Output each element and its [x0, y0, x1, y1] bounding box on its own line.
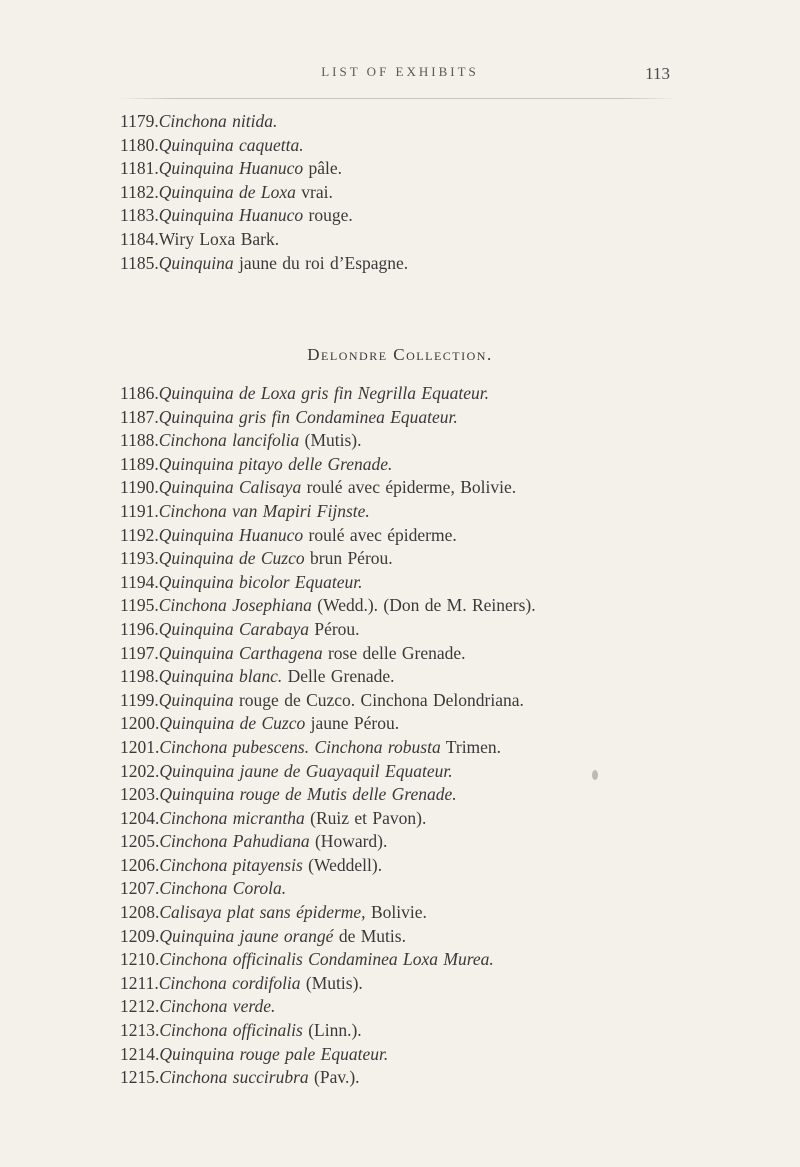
exhibit-entry: [120, 712, 720, 736]
specimen-name: Quinquina rouge de Mutis delle Grenade.: [159, 784, 457, 805]
exhibit-number: 1203.: [120, 784, 160, 805]
exhibit-entry: [120, 547, 720, 571]
specimen-name: Quinquina: [158, 252, 234, 273]
exhibit-entry: [120, 689, 720, 713]
specimen-name: Cinchona pitayensis: [159, 854, 303, 875]
specimen-name: Cinchona lancifolia: [158, 430, 300, 451]
exhibit-number: 1210.: [120, 949, 160, 970]
specimen-note: (Ruiz et Pavon).: [304, 807, 427, 828]
delondre-collection: [120, 332, 720, 1090]
specimen-name: Cinchona Corola.: [159, 878, 287, 899]
specimen-note: roulé avec épiderme.: [303, 524, 457, 545]
exhibit-entry: [120, 524, 720, 548]
exhibit-number: 1190.: [120, 477, 159, 498]
specimen-name: Cinchona succirubra: [159, 1067, 309, 1088]
exhibit-entry: [120, 110, 720, 134]
exhibit-entry: [120, 807, 720, 831]
specimen-name: Quinquina gris fin Condaminea Equateur.: [158, 406, 458, 427]
exhibit-number: 1197.: [120, 642, 159, 663]
exhibit-entry: [120, 181, 720, 205]
specimen-note: (Pav.).: [308, 1067, 360, 1088]
specimen-note: rose delle Grenade.: [322, 642, 466, 663]
specimen-name: Quinquina: [158, 689, 234, 710]
exhibit-number: 1191.: [120, 500, 159, 521]
specimen-name: Quinquina Huanuco: [158, 205, 304, 226]
exhibit-number: 1209.: [120, 925, 160, 946]
section-title: Delondre Collection.: [307, 345, 493, 364]
page-number: 113: [645, 64, 670, 83]
exhibit-number: 1212.: [120, 996, 160, 1017]
exhibit-number: 1193.: [120, 548, 159, 569]
exhibit-entry: [120, 228, 720, 252]
specimen-note: (Wedd.). (Don de M. Reiners).: [311, 595, 536, 616]
exhibit-entry: [120, 665, 720, 689]
specimen-name: Quinquina de Cuzco: [159, 713, 306, 734]
specimen-note: Delle Grenade.: [282, 666, 395, 687]
specimen-note: vrai.: [295, 181, 333, 202]
exhibit-entry: [120, 157, 720, 181]
specimen-note: rouge de Cuzco. Cinchona Delondriana.: [233, 689, 524, 710]
exhibit-entry: [120, 642, 720, 666]
specimen-name: Cinchona nitida.: [158, 111, 278, 131]
exhibit-number: 1185.: [120, 252, 159, 273]
exhibit-number: 1181.: [120, 158, 159, 179]
exhibit-list-delondre: [120, 382, 720, 1090]
exhibit-number: 1184.: [120, 228, 159, 249]
specimen-name: Quinquina Carabaya: [158, 618, 309, 639]
specimen-name: Cinchona officinalis Condaminea Loxa Murea.: [159, 949, 494, 970]
exhibit-entry: [120, 736, 720, 760]
exhibit-number: 1211.: [120, 972, 159, 993]
exhibit-number: 1196.: [120, 618, 159, 639]
specimen-name: Quinquina pitayo delle Grenade.: [158, 453, 393, 474]
exhibit-entry: [120, 972, 720, 996]
running-title: LIST OF EXHIBITS: [321, 64, 479, 79]
exhibit-number: 1195.: [120, 595, 159, 616]
specimen-name: Cinchona officinalis: [159, 1020, 303, 1041]
specimen-note: (Linn.).: [302, 1020, 362, 1041]
paper-blemish: [592, 770, 598, 780]
specimen-note: jaune Pérou.: [305, 713, 400, 734]
specimen-note: Trimen.: [440, 736, 502, 757]
exhibit-number: 1207.: [120, 878, 160, 899]
exhibit-number: 1194.: [120, 571, 159, 592]
exhibit-entry: [120, 1019, 720, 1043]
exhibit-number: 1179.: [120, 111, 159, 131]
exhibit-entry: [120, 760, 720, 784]
specimen-name: Quinquina caquetta.: [158, 134, 304, 155]
exhibit-entry: [120, 406, 720, 430]
exhibit-entry: [120, 783, 720, 807]
specimen-note: (Howard).: [309, 831, 388, 852]
exhibit-number: 1214.: [120, 1043, 160, 1064]
specimen-note: brun Pérou.: [304, 548, 393, 569]
exhibit-number: 1205.: [120, 831, 160, 852]
exhibit-number: 1186.: [120, 383, 159, 403]
specimen-name: Cinchona micrantha: [159, 807, 305, 828]
specimen-note: Wiry Loxa Bark.: [158, 228, 280, 249]
specimen-name: Cinchona van Mapiri Fijnste.: [158, 500, 370, 521]
exhibit-entry: [120, 204, 720, 228]
exhibit-number: 1180.: [120, 134, 159, 155]
specimen-name: Quinquina Huanuco: [158, 158, 304, 179]
specimen-note: de Mutis.: [333, 925, 406, 946]
specimen-name: Quinquina jaune de Guayaquil Equateur.: [159, 760, 453, 781]
specimen-name: Cinchona pubescens. Cinchona robusta: [159, 736, 441, 757]
specimen-name: Cinchona Josephiana: [158, 595, 312, 616]
exhibit-entry: [120, 134, 720, 158]
specimen-note: pâle.: [303, 158, 343, 179]
specimen-name: Quinquina de Loxa: [158, 181, 296, 202]
exhibit-entry: [120, 571, 720, 595]
page-header: [0, 64, 800, 94]
exhibit-entry: [120, 1043, 720, 1067]
exhibit-entry: [120, 618, 720, 642]
exhibit-entry: [120, 830, 720, 854]
exhibit-number: 1199.: [120, 689, 159, 710]
exhibit-number: 1192.: [120, 524, 159, 545]
exhibit-list-top: [120, 110, 720, 275]
exhibit-entry: [120, 252, 720, 276]
specimen-note: Bolivie.: [365, 902, 427, 923]
specimen-note: (Weddell).: [302, 854, 383, 875]
exhibit-number: 1208.: [120, 902, 160, 923]
exhibit-number: 1206.: [120, 854, 160, 875]
specimen-name: Quinquina blanc.: [158, 666, 283, 687]
specimen-name: Quinquina de Cuzco: [158, 548, 305, 569]
specimen-note: rouge.: [303, 205, 353, 226]
exhibit-number: 1198.: [120, 666, 159, 687]
specimen-name: Quinquina Calisaya: [158, 477, 302, 498]
exhibit-entry: [120, 925, 720, 949]
specimen-name: Quinquina Carthagena: [158, 642, 323, 663]
exhibit-number: 1182.: [120, 181, 159, 202]
header-rule: [118, 98, 678, 99]
exhibit-number: 1189.: [120, 453, 159, 474]
exhibit-entry: [120, 476, 720, 500]
exhibit-entry: [120, 594, 720, 618]
exhibit-number: 1201.: [120, 736, 160, 757]
specimen-note: roulé avec épiderme, Bolivie.: [301, 477, 517, 498]
exhibit-entry: [120, 854, 720, 878]
exhibit-entry: [120, 877, 720, 901]
specimen-name: Cinchona Pahudiana: [159, 831, 310, 852]
specimen-name: Calisaya plat sans épiderme,: [159, 902, 366, 923]
exhibit-number: 1213.: [120, 1020, 160, 1041]
exhibit-number: 1215.: [120, 1067, 160, 1088]
exhibit-entry: [120, 429, 720, 453]
specimen-name: Quinquina jaune orangé: [159, 925, 334, 946]
specimen-name: Cinchona verde.: [159, 996, 276, 1017]
exhibit-number: 1183.: [120, 205, 159, 226]
specimen-note: jaune du roi d’Espagne.: [233, 252, 409, 273]
exhibit-entry: [120, 382, 720, 406]
specimen-note: Pérou.: [308, 618, 360, 639]
exhibit-number: 1200.: [120, 713, 160, 734]
specimen-note: (Mutis).: [299, 430, 362, 451]
exhibit-number: 1188.: [120, 430, 159, 451]
specimen-name: Quinquina Huanuco: [158, 524, 304, 545]
specimen-note: (Mutis).: [300, 972, 363, 993]
exhibit-entry: [120, 948, 720, 972]
exhibit-entry: [120, 500, 720, 524]
specimen-name: Quinquina bicolor Equateur.: [158, 571, 363, 592]
exhibit-entry: [120, 1066, 720, 1090]
exhibit-entry: [120, 995, 720, 1019]
exhibit-entry: [120, 453, 720, 477]
exhibit-number: 1187.: [120, 406, 159, 427]
specimen-name: Quinquina de Loxa gris fin Negrilla Equateur.: [158, 383, 489, 403]
specimen-name: Cinchona cordifolia: [158, 972, 301, 993]
exhibit-entry: [120, 901, 720, 925]
exhibit-number: 1204.: [120, 807, 160, 828]
exhibit-number: 1202.: [120, 760, 160, 781]
specimen-name: Quinquina rouge pale Equateur.: [159, 1043, 389, 1064]
